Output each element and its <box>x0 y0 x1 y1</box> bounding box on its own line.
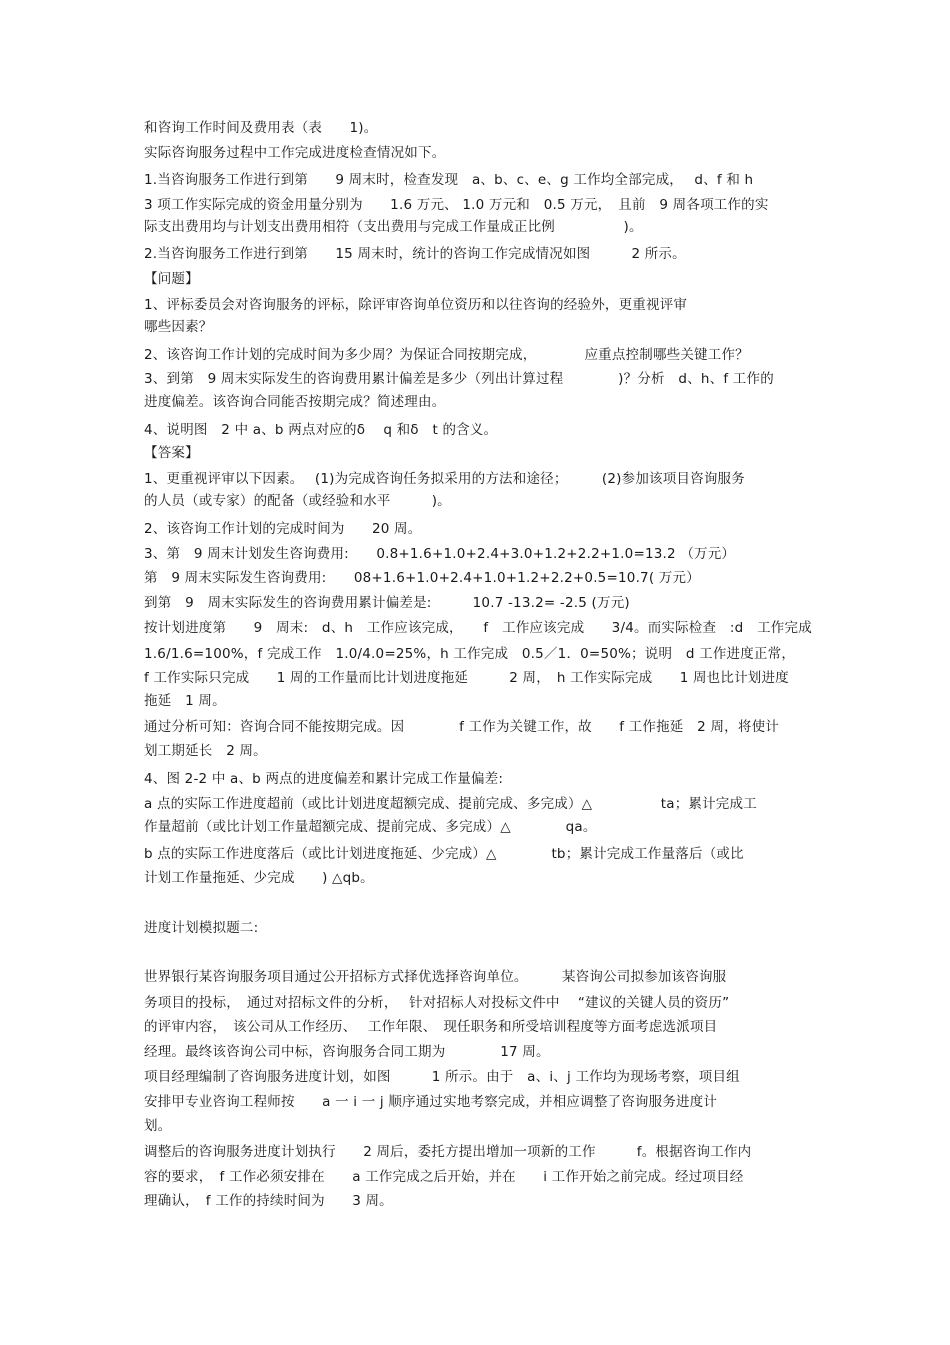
text-line: 2、该咨询工作计划的完成时间为 20 周。 <box>144 521 422 537</box>
text-line: 1、更重视评审以下因素。 (1)为完成咨询任务拟采用的方法和途径； (2)参加该项目咨询服务 <box>144 471 745 487</box>
text-line: 3、到第 9 周末实际发生的咨询费用累计偏差是多少（列出计算过程 )？分析 d、h、f 工作的 <box>144 371 774 387</box>
text-line: f 工作实际只完成 1 周的工作量而比计划进度拖延 2 周， h 工作实际完成 1 周也比计划进度 <box>144 670 789 686</box>
text-line: 哪些因素？ <box>144 319 213 335</box>
text-line: 第 9 周末实际发生咨询费用: 08+1.6+1.0+2.4+1.0+1.2+2.2+0.5=10.7( 万元） <box>144 570 700 586</box>
text-line: 容的要求， f 工作必须安排在 a 工作完成之后开始，并在 i 工作开始之前完成。经过项目经 <box>144 1169 744 1185</box>
text-line: 4、图 2-2 中 a、b 两点的进度偏差和累计完成工作量偏差: <box>144 771 504 787</box>
text-line: 4、说明图 2 中 a、b 两点对应的δ q 和δ t 的含义。 <box>144 422 498 438</box>
section-heading: 【问题】 <box>144 271 199 287</box>
text-line: 务项目的投标， 通过对招标文件的分析， 针对招标人对投标文件中 “建议的关键人员的资历” <box>144 995 730 1011</box>
text-line: 世界银行某咨询服务项目通过公开招标方式择优选择咨询单位。 某咨询公司拟参加该咨询服 <box>144 969 727 985</box>
text-line: 通过分析可知：咨询合同不能按期完成。因 f 工作为关键工作，故 f 工作拖延 2 周，将使计 <box>144 719 779 735</box>
text-line: 1.6/1.6=100%，f 完成工作 1.0/4.0=25%，h 工作完成 0.5／1．0=50%；说明 d 工作进度正常， <box>144 646 796 662</box>
text-line: 3 项工作实际完成的资金用量分别为 1.6 万元、 1.0 万元和 0.5 万元， 且前 9 周各项工作的实 <box>144 197 769 213</box>
text-line: 进度偏差。该咨询合同能否按期完成？简述理由。 <box>144 394 446 410</box>
text-line: 的人员（或专家）的配备（或经验和水平 )。 <box>144 493 451 509</box>
text-line: 划。 <box>144 1118 172 1134</box>
text-line: 2.当咨询服务工作进行到第 15 周末时，统计的咨询工作完成情况如图 2 所示。 <box>144 246 686 262</box>
text-line: 划工期延长 2 周。 <box>144 743 267 759</box>
text-line: 3、第 9 周末计划发生咨询费用: 0.8+1.6+1.0+2.4+3.0+1.2+2.2+1.0=13.2 （万元） <box>144 546 736 562</box>
text-line: 作量超前（或比计划工作量超额完成、提前完成、多完成）△ qa。 <box>144 819 597 835</box>
text-line: 安排甲专业咨询工程师按 a 一 i 一 j 顺序通过实地考察完成，并相应调整了咨询服务进度计 <box>144 1094 718 1110</box>
text-line: a 点的实际工作进度超前（或比计划进度超额完成、提前完成、多完成）△ ta；累计完成工 <box>144 796 757 812</box>
section-heading: 【答案】 <box>144 445 199 461</box>
text-line: 经理。最终该咨询公司中标，咨询服务合同工期为 17 周。 <box>144 1044 550 1060</box>
text-line: 1、评标委员会对咨询服务的评标，除评审咨询单位资历和以往咨询的经验外，更重视评审 <box>144 297 688 313</box>
text-line: 和咨询工作时间及费用表（表 1)。 <box>144 120 378 136</box>
text-line: 按计划进度第 9 周末: d、h 工作应该完成， f 工作应该完成 3/4。而实际检查 :d 工作完成 <box>144 620 812 636</box>
text-line: 1.当咨询服务工作进行到第 9 周末时，检查发现 a、b、c、e、g 工作均全部完成， d、f 和 h <box>144 172 754 188</box>
text-line: 的评审内容， 该公司从工作经历、 工作年限、 现任职务和所受培训程度等方面考虑选派项目 <box>144 1019 718 1035</box>
section-heading: 进度计划模拟题二: <box>144 920 259 936</box>
text-line: 到第 9 周末实际发生的咨询费用累计偏差是: 10.7 -13.2= -2.5 (万元) <box>144 595 630 611</box>
text-line: 理确认， f 工作的持续时间为 3 周。 <box>144 1193 393 1209</box>
text-line: 实际咨询服务过程中工作完成进度检查情况如下。 <box>144 145 446 161</box>
text-line: 项目经理编制了咨询服务进度计划，如图 1 所示。由于 a、i、j 工作均为现场考察，项目组 <box>144 1069 740 1085</box>
text-line: 调整后的咨询服务进度计划执行 2 周后，委托方提出增加一项新的工作 f。根据咨询工作内 <box>144 1144 752 1160</box>
text-line: 2、该咨询工作计划的完成时间为多少周？为保证合同按期完成， 应重点控制哪些关键工作？ <box>144 347 749 363</box>
text-line: 计划工作量拖延、少完成 ) △qb。 <box>144 870 374 886</box>
text-line: 际支出费用均与计划支出费用相符（支出费用与完成工作量成正比例 )。 <box>144 219 643 235</box>
text-line: 拖延 1 周。 <box>144 693 226 709</box>
text-line: b 点的实际工作进度落后（或比计划进度拖延、少完成）△ tb；累计完成工作量落后（或比 <box>144 846 744 862</box>
